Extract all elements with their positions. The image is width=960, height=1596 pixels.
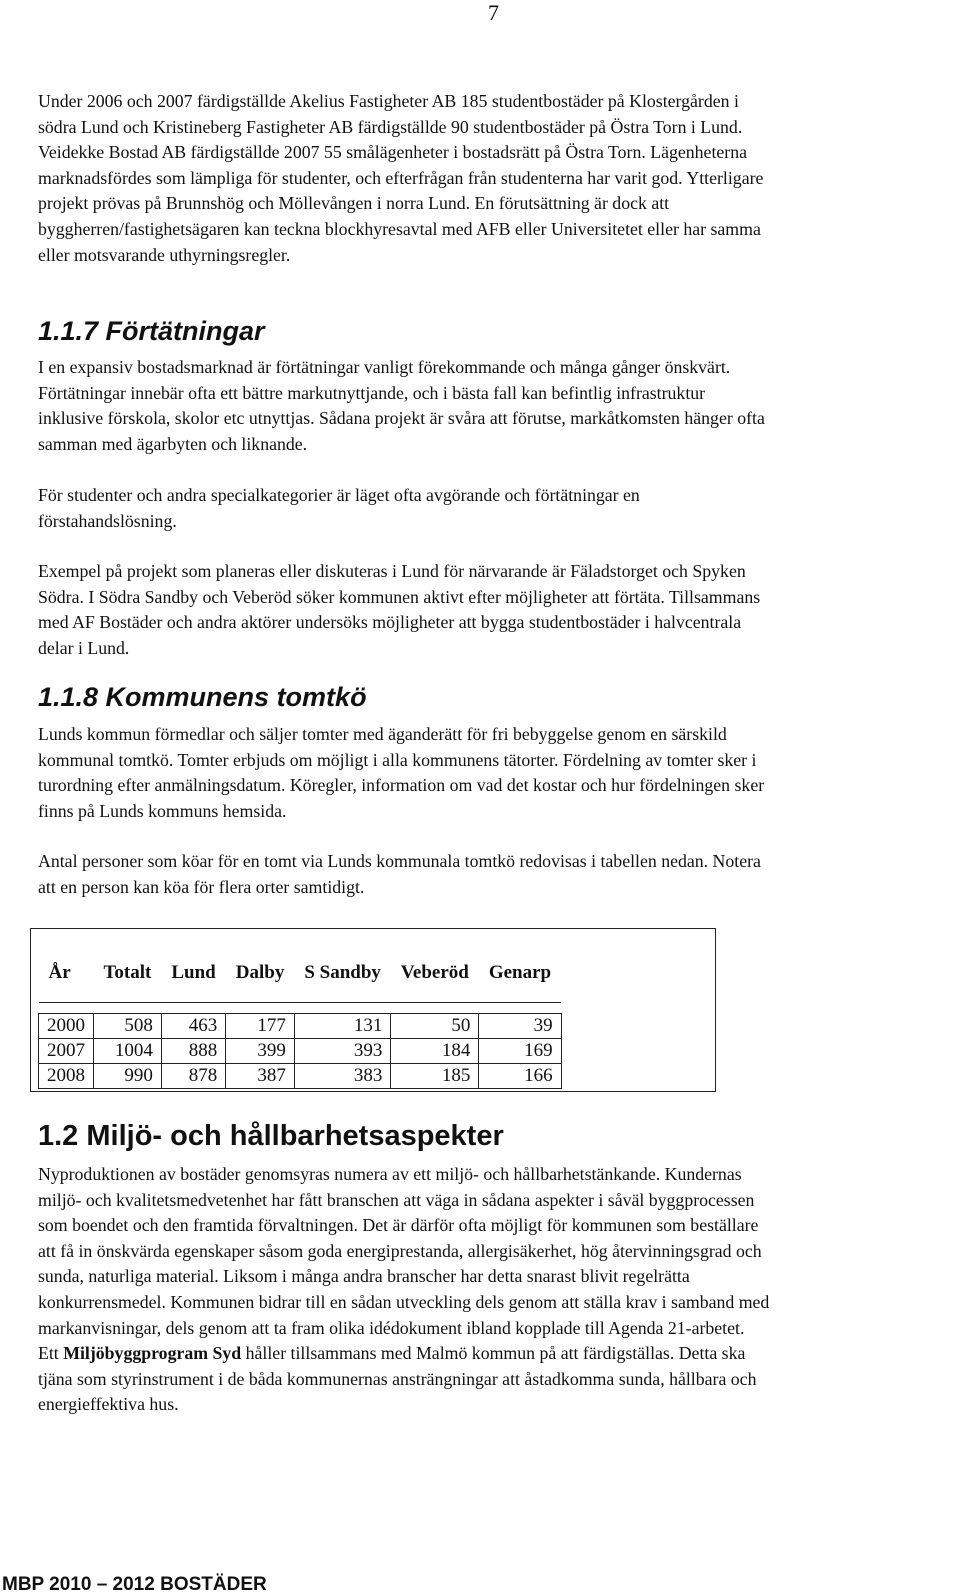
fortatningar-paragraph-3: [38, 559, 950, 661]
text-line: I en expansiv bostadsmarknad är förtätningar vanligt förekommande och många gånger önskvärt.: [38, 357, 731, 377]
tomtko-paragraph-1: [38, 722, 950, 824]
text-line: Förtätningar innebär ofta ett bättre markutnyttjande, och i bästa fall kan befintlig infrastruktur: [38, 382, 706, 403]
table-cell: 166: [479, 1064, 561, 1089]
table-cell: 508: [94, 1014, 162, 1039]
table-cell: 185: [391, 1064, 479, 1089]
text-line: projekt prövas på Brunnshög och Möllevången i norra Lund. En förutsättning är dock att: [38, 193, 670, 214]
text-line: byggherren/fastighetsägaren kan teckna blockhyresavtal med AFB eller Universitetet eller har samma: [38, 218, 761, 239]
column-header: S Sandby: [294, 944, 391, 1003]
text-line: Lunds kommun förmedlar och säljer tomter med äganderätt för fri bebyggelse genom en särskild: [38, 724, 727, 744]
text-run: håller tillsammans med Malmö kommun på att färdigställas. Detta ska: [241, 1343, 746, 1364]
tomtko-paragraph-2: [38, 849, 950, 900]
text-line: samman med ägarbyten och liknande.: [38, 433, 308, 454]
text-line: förstahandslösning.: [38, 510, 177, 531]
table-cell: 399: [226, 1039, 295, 1064]
text-line: som boendet och den framtida förvaltningen. Det är därför ofta möjligt för kommunen som beställare: [38, 1215, 759, 1236]
column-header: Totalt: [94, 944, 162, 1003]
table-header-row: [39, 944, 562, 1003]
table-cell: 878: [161, 1064, 225, 1089]
text-line: eller motsvarande uthyrningsregler.: [38, 244, 291, 265]
table-cell: 2007: [39, 1039, 94, 1064]
tomtko-table: [38, 944, 562, 1089]
section-heading-fortatningar: 1.1.7 Förtätningar: [38, 316, 265, 346]
text-line: markanvisningar, dels genom att ta fram olika idédokument ibland kopplade till Agenda 21-arbetet.: [38, 1317, 745, 1338]
column-header: Veberöd: [391, 944, 479, 1003]
text-line: med AF Bostäder och andra aktörer undersöks möjligheter att bygga studentbostäder i halvcentrala: [38, 612, 742, 633]
text-line: konkurrensmedel. Kommunen bidrar till en sådan utveckling dels genom att ställa krav i samband med: [38, 1291, 770, 1312]
table-row: [39, 1064, 562, 1089]
text-line: För studenter och andra specialkategorier är läget ofta avgörande och förtätningar en: [38, 485, 640, 505]
text-line: Under 2006 och 2007 färdigställde Akelius Fastigheter AB 185 studentbostäder på Klostergården i: [38, 91, 739, 111]
text-line: att en person kan köa för flera orter samtidigt.: [38, 876, 365, 897]
text-line: energieffektiva hus.: [38, 1394, 179, 1415]
text-line: marknadsfördes som lämpliga för studenter, och efterfrågan från studenterna har varit god. Ytterligare: [38, 167, 764, 188]
table-row: [39, 1039, 562, 1064]
table-cell: 383: [294, 1064, 391, 1089]
text-line: sunda, naturliga material. Liksom i många andra branscher har detta snarast blivit regelrätta: [38, 1266, 690, 1287]
intro-paragraph: [38, 89, 950, 268]
text-line: miljö- och kvalitetsmedvetenhet har fått branschen att väga in sådana aspekter i såväl byggprocessen: [38, 1189, 755, 1210]
table-cell: 463: [161, 1014, 225, 1039]
text-line: [38, 1341, 950, 1367]
column-header: Lund: [161, 944, 225, 1003]
table-cell: 393: [294, 1039, 391, 1064]
text-line: tjäna som styrinstrument i de båda kommunernas ansträngningar att åstadkomma sunda, hållbara och: [38, 1368, 757, 1389]
text-line: Antal personer som köar för en tomt via Lunds kommunala tomtkö redovisas i tabellen nedan. Notera: [38, 851, 761, 871]
table-cell: 990: [94, 1064, 162, 1089]
text-line: Södra. I Södra Sandby och Veberöd söker kommunen aktivt efter möjligheter att förtäta. Tillsammans: [38, 586, 761, 607]
column-header: År: [39, 944, 94, 1003]
text-line: att få in önskvärda egenskaper såsom goda energiprestanda, allergisäkerhet, hög återvinningsgrad och: [38, 1240, 762, 1261]
text-line: Veidekke Bostad AB färdigställde 2007 55 smålägenheter i bostadsrätt på Östra Torn. Lägenheterna: [38, 142, 747, 163]
fortatningar-paragraph-1: [38, 355, 950, 457]
text-line: Nyproduktionen av bostäder genomsyras numera av ett miljö- och hållbarhetstänkande. Kundernas: [38, 1164, 742, 1184]
text-run: Ett: [38, 1343, 64, 1364]
table-cell: 39: [479, 1014, 561, 1039]
table-cell: 177: [226, 1014, 295, 1039]
table-cell: 50: [391, 1014, 479, 1039]
table-cell: 387: [226, 1064, 295, 1089]
page-number: 7: [488, 0, 499, 25]
fortatningar-paragraph-2: [38, 483, 950, 534]
text-line: Exempel på projekt som planeras eller diskuteras i Lund för närvarande är Fäladstorget och Spyken: [38, 561, 746, 581]
table-cell: 169: [479, 1039, 561, 1064]
table-cell: 131: [294, 1014, 391, 1039]
text-line: finns på Lunds kommuns hemsida.: [38, 800, 287, 821]
program-name: Miljöbyggprogram Syd: [63, 1343, 242, 1364]
text-line: södra Lund och Kristineberg Fastigheter AB färdigställde 90 studentbostäder på Östra Torn i Lund.: [38, 116, 743, 137]
table-cell: 1004: [94, 1039, 162, 1064]
table-cell: 2008: [39, 1064, 94, 1089]
text-line: turordning efter anmälningsdatum. Köregler, information om vad det kostar och hur fördelningen sker: [38, 775, 765, 796]
text-line: kommunal tomtkö. Tomter erbjuds om möjligt i alla kommunens tätorter. Fördelning av tomter sker i: [38, 749, 757, 770]
section-heading-miljo: 1.2 Miljö- och hållbarhetsaspekter: [38, 1120, 504, 1152]
column-header: Dalby: [226, 944, 295, 1003]
table-cell: 888: [161, 1039, 225, 1064]
table-cell: 184: [391, 1039, 479, 1064]
page-footer: MBP 2010 – 2012 BOSTÄDER: [2, 1574, 267, 1595]
table-row: [39, 1014, 562, 1039]
text-line: delar i Lund.: [38, 637, 130, 658]
column-header: Genarp: [479, 944, 561, 1003]
miljo-paragraph: [38, 1162, 950, 1418]
text-line: inklusive förskola, skolor etc utnyttjas. Sådana projekt är svåra att förutse, markåtkomsten hänger ofta: [38, 408, 765, 429]
table-cell: 2000: [39, 1014, 94, 1039]
section-heading-tomtko: 1.1.8 Kommunens tomtkö: [38, 682, 367, 712]
